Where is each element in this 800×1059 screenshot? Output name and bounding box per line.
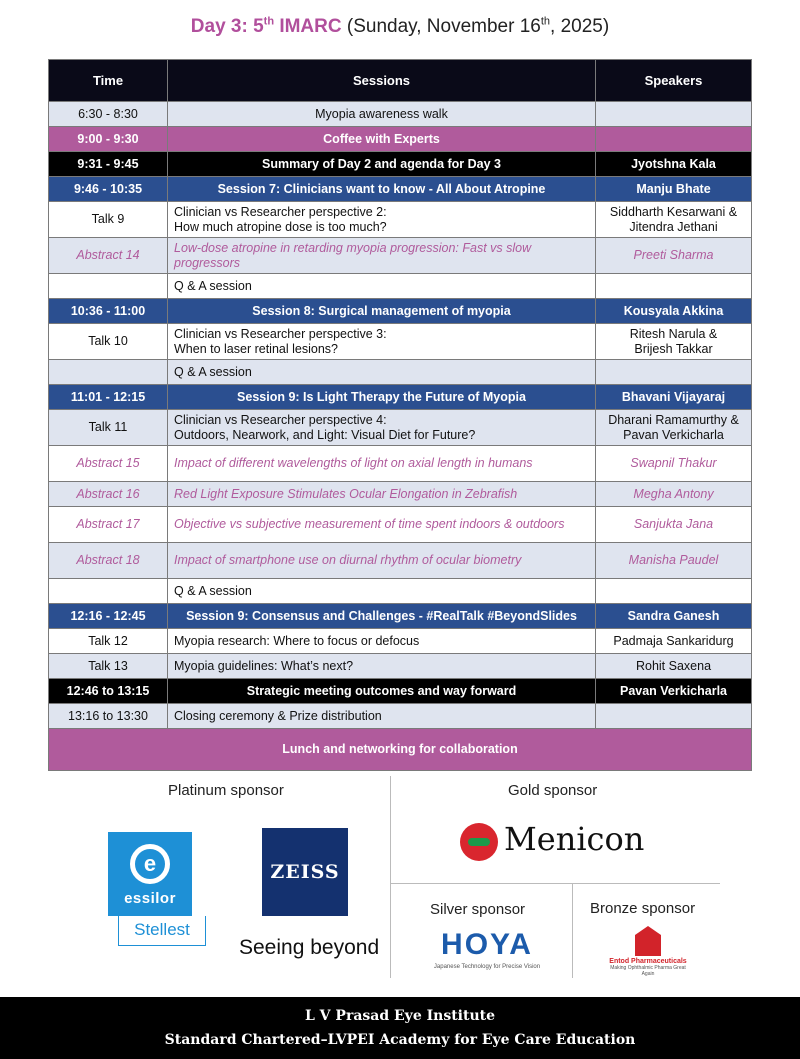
time-cell: 13:16 to 13:30 [49, 704, 168, 729]
stellest-name: Stellest [118, 916, 206, 946]
speaker-cell [596, 202, 752, 238]
day-label: Day 3: 5th IMARC [190, 16, 342, 38]
schedule-row [49, 177, 752, 202]
time-cell [49, 360, 168, 385]
schedule-row [49, 410, 752, 446]
schedule-row [49, 679, 752, 704]
time-cell: Talk 9 [49, 202, 168, 238]
schedule-row [49, 543, 752, 579]
entod-logo [606, 926, 690, 977]
speaker-cell [596, 102, 752, 127]
time-cell: 9:00 - 9:30 [49, 127, 168, 152]
speaker-cell: Megha Antony [596, 482, 752, 507]
essilor-name: essilor [124, 890, 176, 907]
time-cell: Abstract 15 [49, 446, 168, 482]
col-header-speakers: Speakers [596, 60, 752, 102]
time-cell [49, 579, 168, 604]
silver-sponsor-label: Silver sponsor [430, 901, 526, 918]
session-cell: Q & A session [168, 274, 596, 299]
session-cell: Closing ceremony & Prize distribution [168, 704, 596, 729]
eye-icon: e [130, 844, 170, 884]
schedule-row [49, 324, 752, 360]
time-cell [49, 274, 168, 299]
speaker-line: Pavan Verkicharla [623, 427, 724, 442]
menicon-name: Menicon [504, 820, 645, 858]
col-header-time: Time [49, 60, 168, 102]
speaker-cell: Manju Bhate [596, 177, 752, 202]
schedule-row [49, 385, 752, 410]
time-cell: 10:36 - 11:00 [49, 299, 168, 324]
menicon-mark-icon [460, 823, 498, 861]
session-cell: Strategic meeting outcomes and way forward [168, 679, 596, 704]
hoya-name: HOYA [441, 928, 533, 961]
session-line: How much atropine dose is too much? [174, 219, 387, 234]
speaker-cell: Sandra Ganesh [596, 604, 752, 629]
session-cell: Coffee with Experts [168, 127, 596, 152]
schedule-row [49, 238, 752, 274]
sponsor-divider [390, 776, 391, 978]
schedule-row [49, 604, 752, 629]
session-cell [168, 410, 596, 446]
entod-name: Entod Pharmaceuticals [609, 958, 687, 965]
speaker-line: Brijesh Takkar [634, 341, 713, 356]
footer-institute: L V Prasad Eye Institute [304, 1008, 496, 1024]
schedule-table [48, 59, 752, 771]
time-cell: 11:01 - 12:15 [49, 385, 168, 410]
schedule-row [49, 507, 752, 543]
time-cell: 12:46 to 13:15 [49, 679, 168, 704]
sponsor-divider [390, 883, 720, 884]
speaker-cell [596, 360, 752, 385]
schedule-row [49, 360, 752, 385]
schedule-row [49, 704, 752, 729]
speaker-cell [596, 704, 752, 729]
session-cell: Summary of Day 2 and agenda for Day 3 [168, 152, 596, 177]
speaker-cell: Kousyala Akkina [596, 299, 752, 324]
session-cell: Session 7: Clinicians want to know - All About Atropine [168, 177, 596, 202]
schedule-row [49, 274, 752, 299]
speaker-cell [596, 579, 752, 604]
schedule-row [49, 152, 752, 177]
session-cell: Q & A session [168, 360, 596, 385]
footer [0, 997, 800, 1059]
col-header-sessions: Sessions [168, 60, 596, 102]
speaker-line: Siddharth Kesarwani & [609, 204, 738, 219]
session-cell: Myopia guidelines: What’s next? [168, 654, 596, 679]
session-line: Clinician vs Researcher perspective 4: [174, 412, 387, 427]
schedule-row [49, 482, 752, 507]
time-cell: Abstract 14 [49, 238, 168, 274]
entod-emblem-icon [635, 926, 661, 956]
time-cell: Talk 10 [49, 324, 168, 360]
zeiss-logo: ZEISS [262, 828, 348, 916]
platinum-sponsor-label: Platinum sponsor [168, 782, 284, 799]
speaker-line: Ritesh Narula & [629, 326, 718, 341]
session-line: Clinician vs Researcher perspective 2: [174, 204, 387, 219]
sponsor-divider [572, 883, 573, 978]
time-cell: 9:31 - 9:45 [49, 152, 168, 177]
schedule-row [49, 654, 752, 679]
speaker-cell: Padmaja Sankaridurg [596, 629, 752, 654]
session-cell: Impact of smartphone use on diurnal rhythm of ocular biometry [168, 543, 596, 579]
session-cell: Red Light Exposure Stimulates Ocular Elongation in Zebrafish [168, 482, 596, 507]
time-cell: Talk 13 [49, 654, 168, 679]
schedule-row [49, 102, 752, 127]
time-cell: Abstract 16 [49, 482, 168, 507]
time-cell: Talk 11 [49, 410, 168, 446]
session-line: Clinician vs Researcher perspective 3: [174, 326, 387, 341]
session-cell: Q & A session [168, 579, 596, 604]
session-cell: Myopia research: Where to focus or defocus [168, 629, 596, 654]
menicon-logo [460, 820, 660, 864]
hoya-logo [432, 928, 542, 970]
speaker-cell: Rohit Saxena [596, 654, 752, 679]
speaker-cell [596, 410, 752, 446]
speaker-cell [596, 274, 752, 299]
session-cell: Objective vs subjective measurement of time spent indoors & outdoors [168, 507, 596, 543]
session-cell [168, 202, 596, 238]
session-cell: Session 8: Surgical management of myopia [168, 299, 596, 324]
speaker-line: Jitendra Jethani [629, 219, 718, 234]
sponsors-section [0, 776, 800, 986]
time-cell: Talk 12 [49, 629, 168, 654]
speaker-cell: Manisha Paudel [596, 543, 752, 579]
essilor-logo [108, 832, 192, 916]
date-label: (Sunday, November 16th, 2025) [341, 16, 610, 38]
speaker-cell: Bhavani Vijayaraj [596, 385, 752, 410]
session-cell: Myopia awareness walk [168, 102, 596, 127]
speaker-cell [596, 324, 752, 360]
schedule-row [49, 446, 752, 482]
schedule-row [49, 299, 752, 324]
session-cell [168, 324, 596, 360]
speaker-cell: Jyotshna Kala [596, 152, 752, 177]
session-cell: Impact of different wavelengths of light on axial length in humans [168, 446, 596, 482]
speaker-line: Dharani Ramamurthy & [608, 412, 739, 427]
speaker-cell: Sanjukta Jana [596, 507, 752, 543]
time-cell: 12:16 - 12:45 [49, 604, 168, 629]
schedule-row [49, 729, 752, 771]
gold-sponsor-label: Gold sponsor [508, 782, 598, 799]
schedule-row [49, 127, 752, 152]
bronze-sponsor-label: Bronze sponsor [590, 900, 696, 917]
session-cell: Session 9: Consensus and Challenges - #RealTalk #BeyondSlides [168, 604, 596, 629]
time-cell: 9:46 - 10:35 [49, 177, 168, 202]
speaker-cell: Preeti Sharma [596, 238, 752, 274]
schedule-row [49, 202, 752, 238]
session-line: When to laser retinal lesions? [174, 341, 338, 356]
time-cell: 6:30 - 8:30 [49, 102, 168, 127]
footer-academy: Standard Chartered–LVPEI Academy for Eye Care Education [164, 1032, 636, 1048]
session-line: Outdoors, Nearwork, and Light: Visual Diet for Future? [174, 427, 476, 442]
schedule-row [49, 629, 752, 654]
session-cell: Session 9: Is Light Therapy the Future of Myopia [168, 385, 596, 410]
lunch-cell: Lunch and networking for collaboration [49, 729, 752, 771]
page-title [0, 16, 800, 38]
schedule-row [49, 579, 752, 604]
hoya-tagline: Japanese Technology for Precise Vision [433, 964, 541, 970]
zeiss-tagline: Seeing beyond [239, 936, 380, 959]
speaker-cell [596, 127, 752, 152]
speaker-cell: Pavan Verkicharla [596, 679, 752, 704]
speaker-cell: Swapnil Thakur [596, 446, 752, 482]
time-cell: Abstract 18 [49, 543, 168, 579]
essilor-stellest-logo [108, 832, 208, 948]
time-cell: Abstract 17 [49, 507, 168, 543]
schedule-body [49, 102, 752, 771]
session-cell: Low-dose atropine in retarding myopia progression: Fast vs slow progressors [168, 238, 596, 274]
entod-tagline: Making Ophthalmic Pharma Great Again [610, 965, 686, 977]
